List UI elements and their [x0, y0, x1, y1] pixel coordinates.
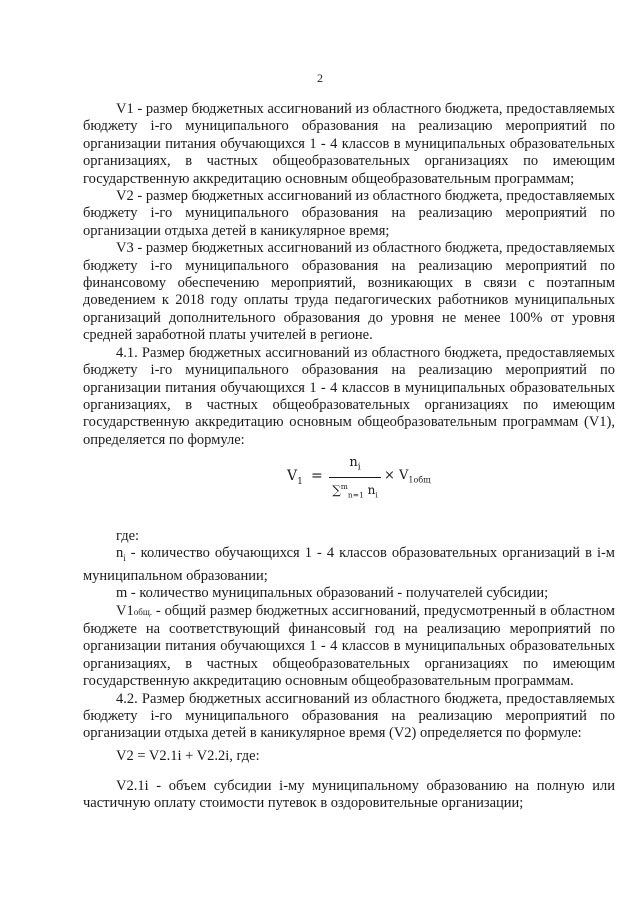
- where-block: [83, 528, 615, 743]
- formula-rhs: × $V_{1общ}$: [384, 468, 431, 485]
- definition-v3: V3 - размер бюджетных ассигнований из областного бюджета, предоставляемых бюджету i-го муниципального образования на реализацию мероприятий по финансовому обеспечению мероприятий, возникающих в связи с поэтапным доведением к 2018 году оплаты труда педагогических работников муниципальных организаций дополнительного образования до уровня не менее 100% от уровня средней заработной платы учителей в регионе.: [83, 240, 615, 344]
- paragraph-4-1: 4.1. Размер бюджетных ассигнований из областного бюджета, предоставляемых бюджету i-го муниципального образования на реализацию мероприятий по организации питания обучающихся 1 - 4 классов в муниципальных образовательных организациях, в частных общеобразовательных организациях по имеющим государственную аккредитацию основным общеобразовательным программам (V1), определяется по формуле:: [83, 344, 615, 448]
- page-number: 2: [317, 71, 323, 85]
- definition-v21: V2.1i - объем субсидии i-му муниципальному образованию на полную или частичную оплату стоимости путевок в оздоровительные организации;: [83, 778, 615, 812]
- formula-v1: [287, 455, 487, 497]
- formula-denominator: ∑$^m_{n=1}$ $n_i$: [332, 481, 378, 499]
- where-label: где:: [116, 528, 140, 544]
- definition-v1: V1 - размер бюджетных ассигнований из областного бюджета, предоставляемых бюджету i-го муниципального образования на реализацию мероприятий по организации питания обучающихся 1 - 4 классов в муниципальных образовательных организациях, в частных общеобразовательных организациях по имеющим государственную аккредитацию основным общеобразовательным программам;: [83, 101, 615, 187]
- formula-lhs: $V_1$: [287, 468, 303, 487]
- definition-m: m - количество муниципальных образований - получателей субсидии;: [116, 585, 549, 602]
- formula-fraction: [329, 455, 381, 503]
- paragraph-4-2: 4.2. Размер бюджетных ассигнований из областного бюджета, предоставляемых бюджету i-го муниципального образования на реализацию мероприятий по организации отдыха детей в каникулярное время (V2) определяется по формуле:: [83, 690, 615, 742]
- formula-v2-block: [83, 748, 615, 765]
- formula-numerator: $n_i$: [349, 455, 361, 473]
- definitions-block: [83, 101, 615, 449]
- definition-v2: V2 - размер бюджетных ассигнований из областного бюджета, предоставляемых бюджету i-го муниципального образования на реализацию мероприятий по организации отдыха детей в каникулярное время;: [83, 188, 615, 239]
- definition-v1-total: V1общ. - общий размер бюджетных ассигнований, предусмотренный в областном бюджете на соответствующий финансовый год на реализацию мероприятий по организации питания обучающихся 1 - 4 классов в муниципальных образовательных организациях, в частных общеобразовательных организациях по имеющим государственную аккредитацию основным общеобразовательным программам.: [83, 602, 615, 690]
- formula-v2: V2 = V2.1i + V2.2i, где:: [116, 748, 260, 764]
- definition-v21-block: [83, 778, 615, 813]
- definition-ni: $n_i$ - количество обучающихся 1 - 4 классов образовательных организаций в i-м муниципальном образовании;: [83, 545, 615, 584]
- fraction-bar: [329, 477, 381, 478]
- formula-equals: =: [311, 468, 323, 484]
